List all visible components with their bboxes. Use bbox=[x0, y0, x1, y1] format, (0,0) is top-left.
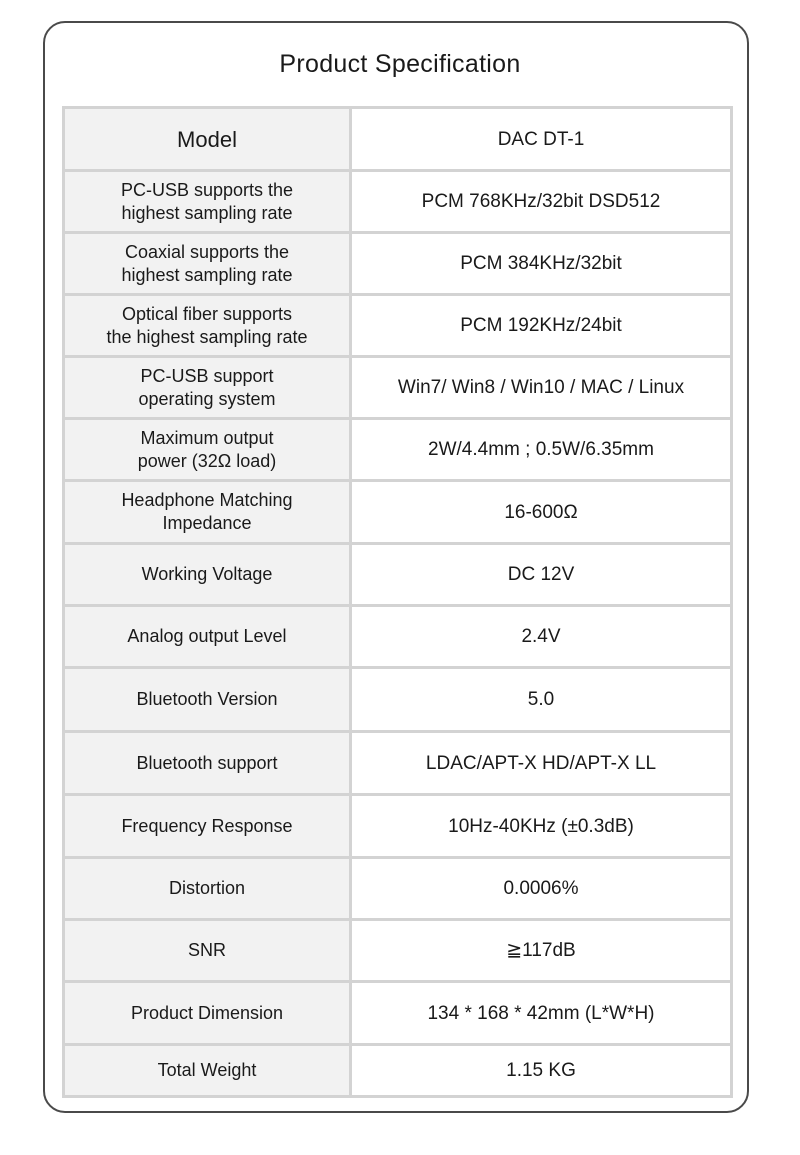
spec-value: ≧117dB bbox=[351, 920, 732, 982]
table-row bbox=[64, 295, 732, 357]
spec-label: Product Dimension bbox=[64, 982, 351, 1045]
spec-label: Model bbox=[64, 108, 351, 171]
spec-value: 1.15 KG bbox=[351, 1045, 732, 1097]
spec-value: 5.0 bbox=[351, 668, 732, 732]
table-row bbox=[64, 795, 732, 858]
spec-value: PCM 384KHz/32bit bbox=[351, 233, 732, 295]
table-row bbox=[64, 732, 732, 795]
table-row bbox=[64, 668, 732, 732]
table-row bbox=[64, 108, 732, 171]
spec-value: 0.0006% bbox=[351, 858, 732, 920]
table-row bbox=[64, 481, 732, 544]
spec-label: PC-USB supports the highest sampling rate bbox=[64, 171, 351, 233]
spec-label: Distortion bbox=[64, 858, 351, 920]
spec-value: 2W/4.4mm ; 0.5W/6.35mm bbox=[351, 419, 732, 481]
spec-value: Win7/ Win8 / Win10 / MAC / Linux bbox=[351, 357, 732, 419]
spec-value: DAC DT-1 bbox=[351, 108, 732, 171]
spec-label: Coaxial supports the highest sampling rate bbox=[64, 233, 351, 295]
table-row bbox=[64, 171, 732, 233]
spec-label: Frequency Response bbox=[64, 795, 351, 858]
table-row bbox=[64, 858, 732, 920]
spec-label: Maximum output power (32Ω load) bbox=[64, 419, 351, 481]
page-title: Product Specification bbox=[279, 50, 521, 78]
spec-label: Headphone Matching Impedance bbox=[64, 481, 351, 544]
spec-label: Bluetooth Version bbox=[64, 668, 351, 732]
spec-value: PCM 768KHz/32bit DSD512 bbox=[351, 171, 732, 233]
spec-value: DC 12V bbox=[351, 544, 732, 606]
spec-label: PC-USB support operating system bbox=[64, 357, 351, 419]
spec-value: LDAC/APT-X HD/APT-X LL bbox=[351, 732, 732, 795]
spec-value: 10Hz-40KHz (±0.3dB) bbox=[351, 795, 732, 858]
spec-value: PCM 192KHz/24bit bbox=[351, 295, 732, 357]
spec-value: 16-600Ω bbox=[351, 481, 732, 544]
table-row bbox=[64, 544, 732, 606]
table-row bbox=[64, 982, 732, 1045]
spec-label: SNR bbox=[64, 920, 351, 982]
spec-table bbox=[62, 106, 733, 1098]
table-row bbox=[64, 606, 732, 668]
spec-label: Analog output Level bbox=[64, 606, 351, 668]
table-row bbox=[64, 357, 732, 419]
spec-label: Optical fiber supports the highest sampling rate bbox=[64, 295, 351, 357]
table-row bbox=[64, 920, 732, 982]
spec-value: 134 * 168 * 42mm (L*W*H) bbox=[351, 982, 732, 1045]
table-row bbox=[64, 419, 732, 481]
table-row bbox=[64, 1045, 732, 1097]
spec-label: Working Voltage bbox=[64, 544, 351, 606]
spec-value: 2.4V bbox=[351, 606, 732, 668]
spec-label: Bluetooth support bbox=[64, 732, 351, 795]
table-row bbox=[64, 233, 732, 295]
spec-label: Total Weight bbox=[64, 1045, 351, 1097]
